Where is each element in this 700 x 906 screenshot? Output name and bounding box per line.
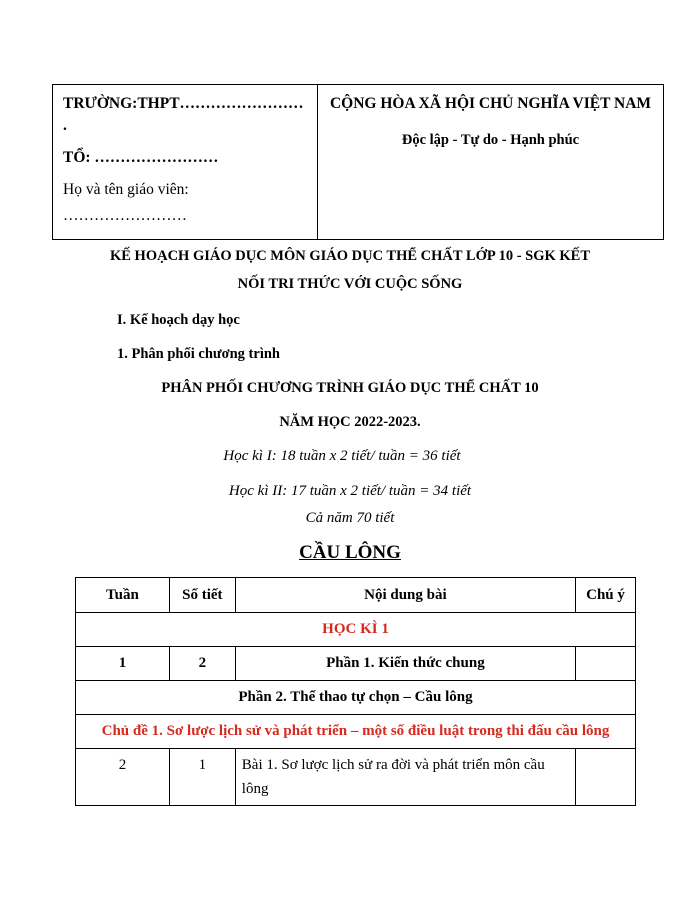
topic-1-label: Chủ đề 1. Sơ lược lịch sử và phát triển – một số điều luật trong thi đấu cầu lông <box>76 715 636 749</box>
header-week: Tuần <box>76 578 170 613</box>
row-content: Bài 1. Sơ lược lịch sử ra đời và phát triển môn cầu lông <box>235 749 575 806</box>
school-dot: . <box>63 117 67 134</box>
header-periods: Số tiết <box>169 578 235 613</box>
department-label: TỔ: …………………… <box>63 149 219 166</box>
doc-title-line-1: KẾ HOẠCH GIÁO DỤC MÔN GIÁO DỤC THỂ CHẤT LỚP 10 - SGK KẾT <box>109 248 591 264</box>
program-title: PHÂN PHỐI CHƯƠNG TRÌNH GIÁO DỤC THỂ CHẤT 10 <box>161 380 539 396</box>
header-content: Nội dung bài <box>235 578 575 613</box>
header-left-cell <box>53 85 318 239</box>
section-distribution-heading: 1. Phân phối chương trình <box>117 346 280 362</box>
header-box <box>52 84 664 240</box>
row-periods: 2 <box>169 647 235 681</box>
section-plan-heading: I. Kế hoạch dạy học <box>117 312 240 328</box>
header-note: Chú ý <box>576 578 636 613</box>
row-periods: 1 <box>169 749 235 806</box>
doc-title-line-2: NỐI TRI THỨC VỚI CUỘC SỐNG <box>237 276 463 292</box>
row-content: Phần 1. Kiến thức chung <box>235 647 575 681</box>
row-week: 2 <box>76 749 170 806</box>
total-periods: Cả năm 70 tiết <box>305 510 395 526</box>
table-row <box>76 647 636 681</box>
program-table <box>75 577 636 806</box>
national-motto: Độc lập - Tự do - Hạnh phúc <box>401 132 580 148</box>
table-header-row <box>76 578 636 613</box>
row-note <box>576 749 636 806</box>
country-name: CỘNG HÒA XÃ HỘI CHỦ NGHĨA VIỆT NAM <box>329 95 652 112</box>
part-2-label: Phần 2. Thể thao tự chọn – Cầu lông <box>76 681 636 715</box>
topic-row <box>76 715 636 749</box>
teacher-label: Họ và tên giáo viên: <box>63 181 189 198</box>
row-week: 1 <box>76 647 170 681</box>
header-right-cell <box>318 85 663 239</box>
semester-1-info: Học kì I: 18 tuần x 2 tiết/ tuần = 36 tiết <box>223 448 461 464</box>
school-label: TRƯỜNG:THPT…………………… <box>63 95 304 112</box>
table-row <box>76 749 636 806</box>
semester-row <box>76 613 636 647</box>
part-row <box>76 681 636 715</box>
school-year: NĂM HỌC 2022-2023. <box>279 414 421 430</box>
semester-1-label: HỌC KÌ 1 <box>76 613 636 647</box>
semester-2-info: Học kì II: 17 tuần x 2 tiết/ tuần = 34 tiết <box>228 483 472 499</box>
row-note <box>576 647 636 681</box>
teacher-dots: …………………… <box>63 207 187 224</box>
sport-title: CẦU LÔNG <box>299 542 401 563</box>
